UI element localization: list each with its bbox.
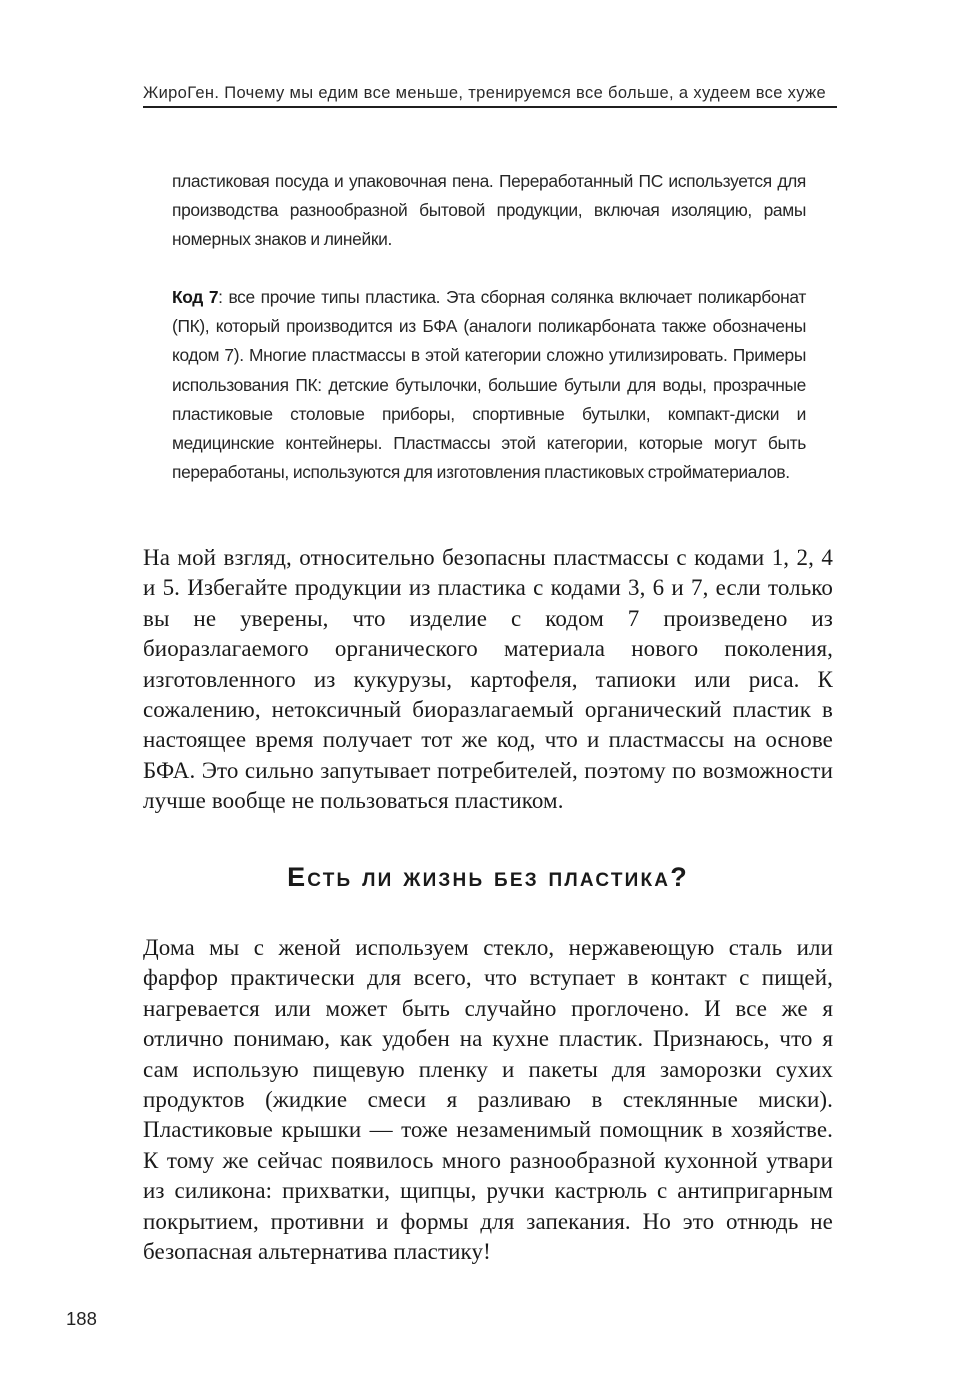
body-paragraph-plastic-codes: На мой взгляд, относительно безопасны пластмассы с кодами 1, 2, 4 и 5. Избегайте продукции из пластика с кодами 3, 6 и 7, если только вы не уверены, что изделие с кодом 7 произведено из биоразлагаемого органического материала нового поколения, изготовленного из кукурузы, картофеля, тапиоки или риса. К сожалению, нетоксичный биоразлагаемый органический пластик в настоящее время получает тот же код, что и пластмассы на основе БФА. Это сильно запутывает потребителей, поэтому по возможности лучше вообще не пользоваться пластиком. <box>143 545 833 814</box>
page-number: 188 <box>66 1308 97 1329</box>
section-heading: Есть ли жизнь без пластика? <box>287 862 689 892</box>
code7-description: : все прочие типы пластика. Эта сборная солянка включает поликарбонат (ПК), который производится из БФА (аналоги поликарбоната также обозначены кодом 7). Многие пластмассы в этой категории сложно утилизировать. Примеры использования ПК: детские бутылочки, большие бутыли для воды, прозрачные пластиковые столовые приборы, спортивные бутылки, компакт-диски и медицинские контейнеры. Пластмассы этой категории, которые могут быть переработаны, используются для изготовления пластиковых стройматериалов. <box>172 287 806 483</box>
inset-paragraph-code7 <box>172 283 806 487</box>
running-header: ЖироГен. Почему мы едим все меньше, тренируемся все больше, а худеем все хуже <box>143 84 826 102</box>
header-rule <box>143 106 837 108</box>
inset-paragraph-code6-continued: пластиковая посуда и упаковочная пена. Переработанный ПС используется для производства разнообразной бытовой продукции, включая изоляцию, рамы номерных знаков и линейки. <box>172 171 806 250</box>
body-paragraph-life-without-plastic: Дома мы с женой используем стекло, нержавеющую сталь или фарфор практически для всего, что вступает в контакт с пищей, нагревается или может быть случайно проглочено. И все же я отлично понимаю, как удобен на кухне пластик. Признаюсь, что я сам использую пищевую пленку и пакеты для заморозки сухих продуктов (жидкие смеси я разливаю в стеклянные миски). Пластиковые крышки — тоже незаменимый помощник в хозяйстве. К тому же сейчас появилось много разнообразной кухонной утвари из силикона: прихватки, щипцы, ручки кастрюль с антипригарным покрытием, противни и формы для запекания. Но это отнюдь не безопасная альтернатива пластику! <box>143 935 833 1265</box>
code7-label: Код 7 <box>172 287 219 307</box>
